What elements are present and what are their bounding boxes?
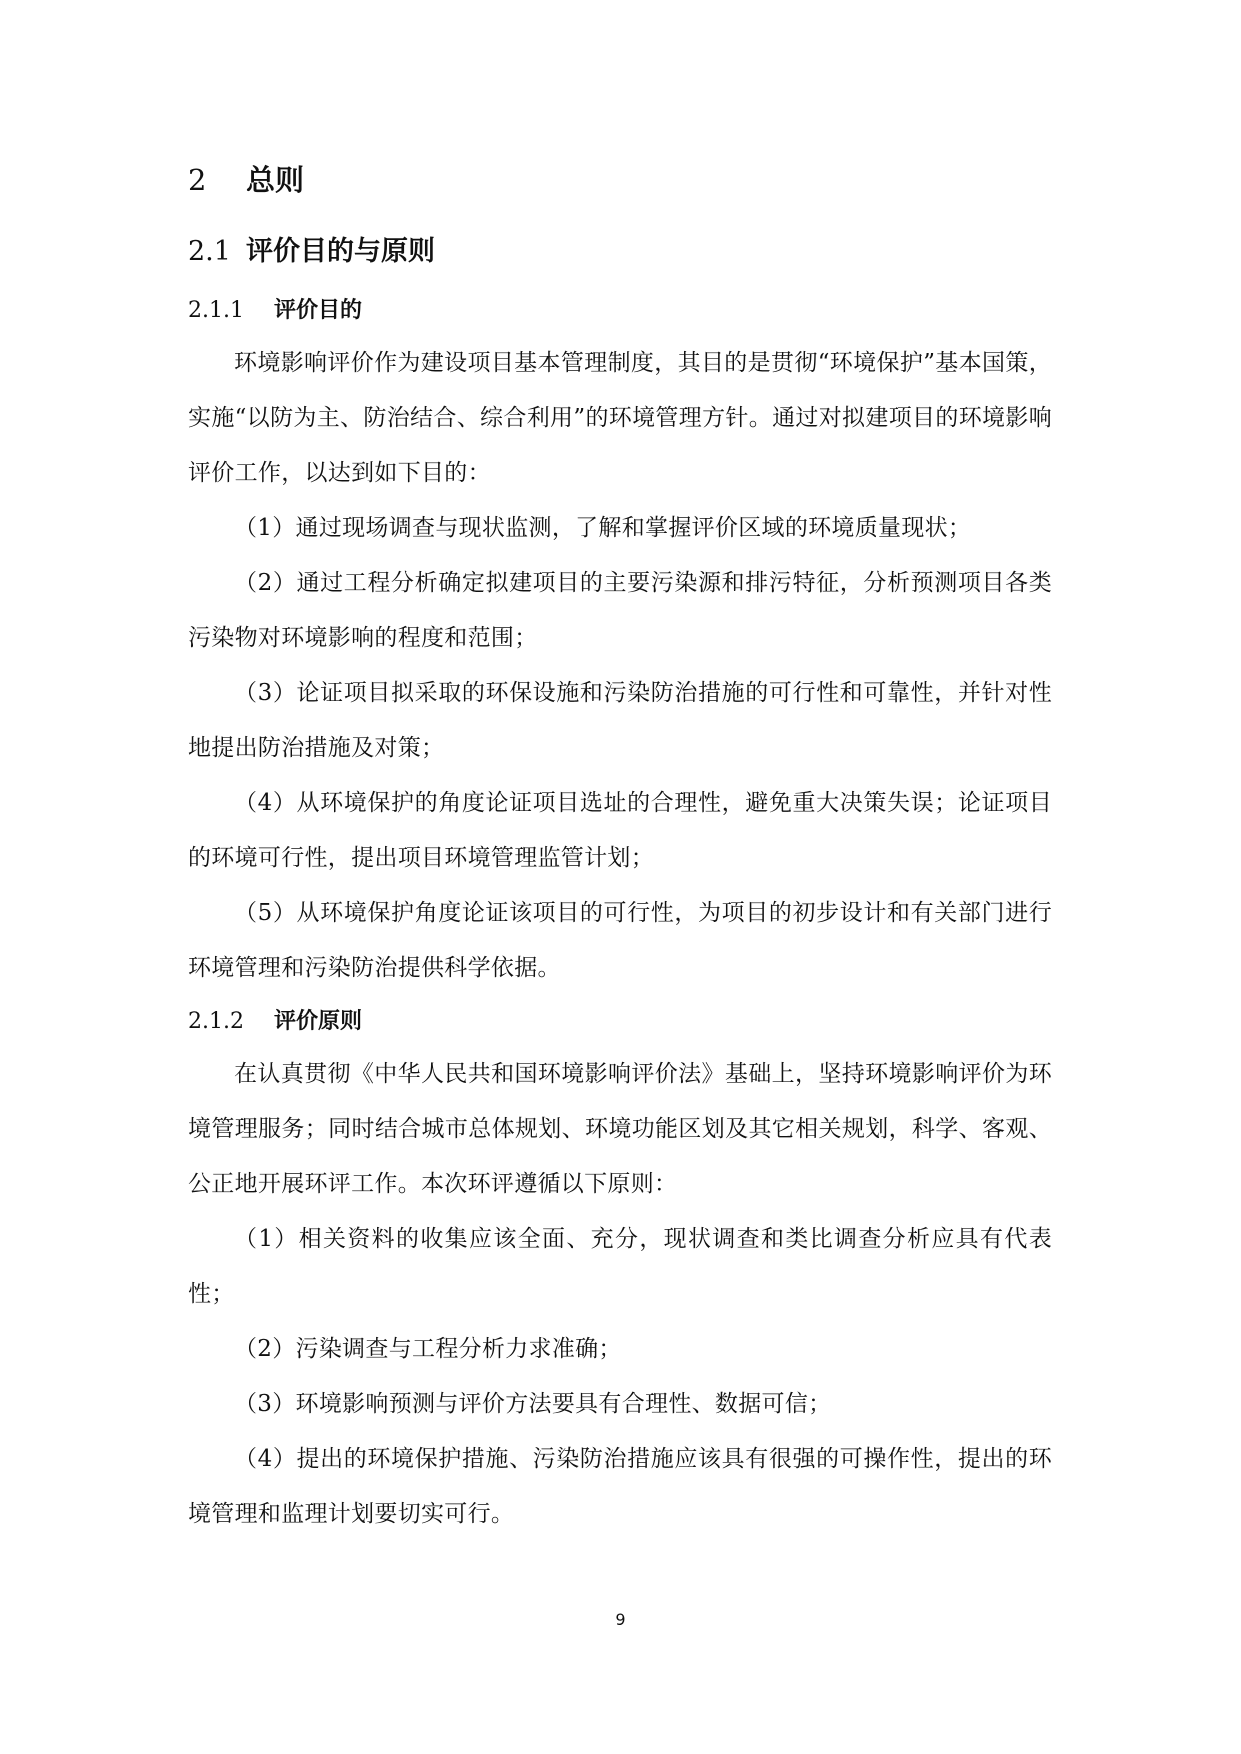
subsection-number: 2.1.1	[188, 298, 244, 323]
subsection-heading-principles	[188, 1005, 362, 1039]
purpose-item-3: （3）论证项目拟采取的环保设施和污染防治措施的可行性和可靠性，并针对性地提出防治措施及对策；	[188, 680, 1052, 761]
subsection-title: 评价目的	[274, 298, 363, 323]
section-number: 2.1	[188, 236, 231, 267]
section-heading	[188, 233, 435, 271]
subsection-number: 2.1.2	[188, 1009, 244, 1034]
purpose-item-5: （5）从环境保护角度论证该项目的可行性，为项目的初步设计和有关部门进行环境管理和污染防治提供科学依据。	[188, 900, 1052, 981]
principles-intro-paragraph: 在认真贯彻《中华人民共和国环境影响评价法》基础上，坚持环境影响评价为环境管理服务；同时结合城市总体规划、环境功能区划及其它相关规划，科学、客观、公正地开展环评工作。本次环评遵循以下原则：	[188, 1061, 1052, 1197]
purpose-item-4: （4）从环境保护的角度论证项目选址的合理性，避免重大决策失误；论证项目的环境可行性，提出项目环境管理监管计划；	[188, 790, 1052, 871]
subsection-title: 评价原则	[274, 1009, 363, 1034]
purpose-item-1: （1）通过现场调查与现状监测，了解和掌握评价区域的环境质量现状；	[234, 515, 972, 541]
principle-item-3: （3）环境影响预测与评价方法要具有合理性、数据可信；	[234, 1391, 832, 1417]
chapter-title: 总则	[246, 163, 305, 197]
principle-item-4: （4）提出的环境保护措施、污染防治措施应该具有很强的可操作性，提出的环境管理和监理计划要切实可行。	[188, 1446, 1052, 1527]
purpose-intro-paragraph: 环境影响评价作为建设项目基本管理制度，其目的是贯彻“环境保护”基本国策，实施“以防为主、防治结合、综合利用”的环境管理方针。通过对拟建项目的环境影响评价工作，以达到如下目的：	[188, 350, 1052, 486]
purpose-item-2: （2）通过工程分析确定拟建项目的主要污染源和排污特征，分析预测项目各类污染物对环境影响的程度和范围；	[188, 570, 1052, 651]
chapter-heading	[188, 160, 304, 200]
subsection-heading-purpose	[188, 294, 362, 328]
principle-item-2: （2）污染调查与工程分析力求准确；	[234, 1336, 622, 1362]
section-title: 评价目的与原则	[246, 236, 435, 267]
principle-item-1: （1）相关资料的收集应该全面、充分，现状调查和类比调查分析应具有代表性；	[188, 1226, 1052, 1307]
chapter-number: 2	[188, 163, 207, 197]
page-number: 9	[615, 1610, 626, 1629]
